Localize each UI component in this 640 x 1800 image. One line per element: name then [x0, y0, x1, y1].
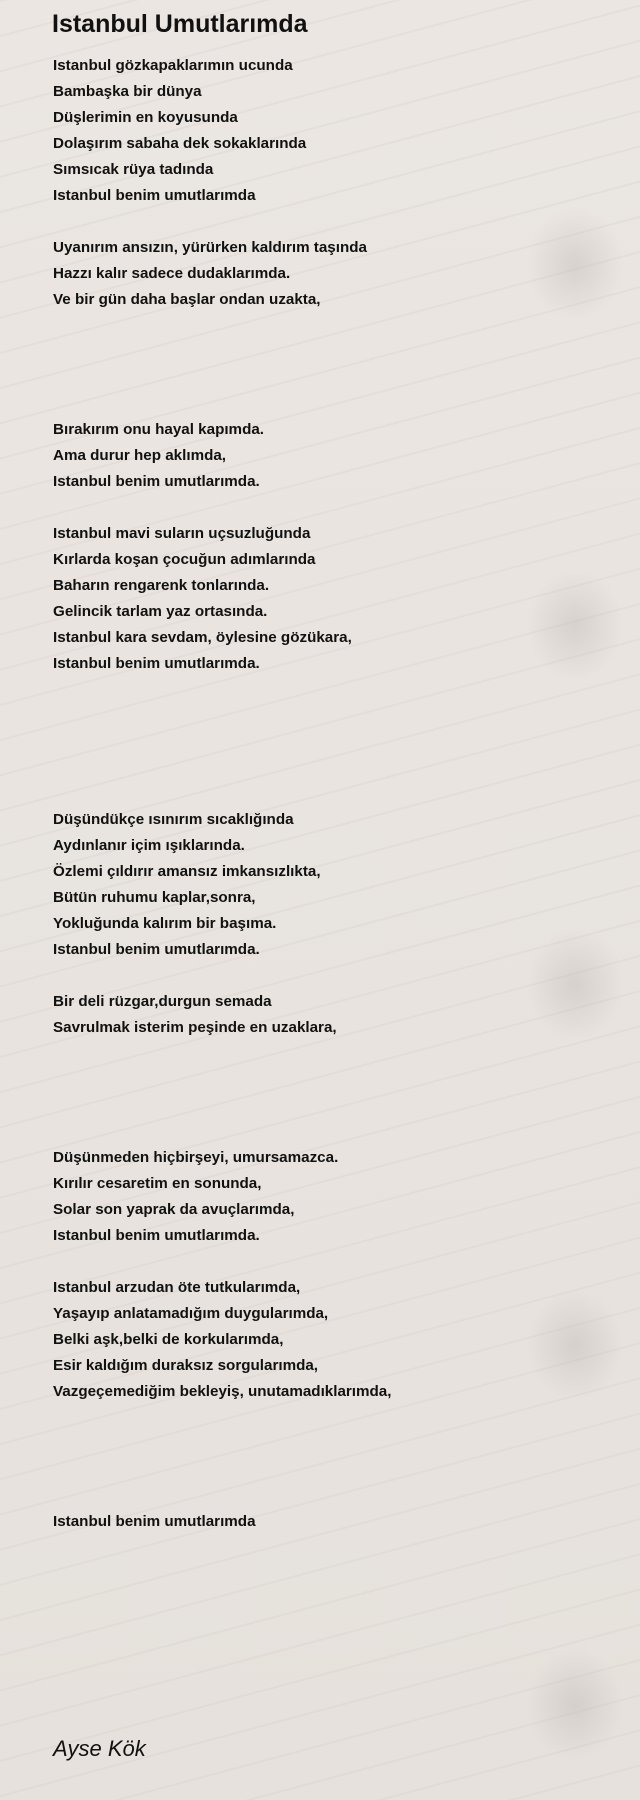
poem-line: Istanbul gözkapaklarımın ucunda [53, 57, 293, 74]
poem-line: Istanbul benim umutlarımda. [53, 473, 260, 490]
poem-line: Özlemi çıldırır amansız imkansızlıkta, [53, 863, 321, 880]
stanza-gap [53, 1431, 613, 1457]
poem-line: Solar son yaprak da avuçlarımda, [53, 1201, 295, 1218]
poem-line: Düşünmeden hiçbirşeyi, umursamazca. [53, 1149, 339, 1166]
poem-line: Ama durur hep aklımda, [53, 447, 227, 464]
poem-body [53, 53, 613, 1535]
stanza-gap [53, 755, 613, 781]
poem-line: Istanbul benim umutlarımda. [53, 941, 260, 958]
poem-line: Sımsıcak rüya tadında [53, 161, 214, 178]
poem-line: Yaşayıp anlatamadığım duygularımda, [53, 1305, 329, 1322]
poem-line: Hazzı kalır sadece dudaklarımda. [53, 265, 291, 282]
stanza-gap [53, 703, 613, 729]
stanza-gap [53, 391, 613, 417]
stanza-gap [53, 339, 613, 365]
poem-line: Uyanırım ansızın, yürürken kaldırım taşında [53, 239, 367, 256]
poem-line: Aydınlanır içim ışıklarında. [53, 837, 245, 854]
stanza-gap [53, 1483, 613, 1509]
poem-line: Baharın rengarenk tonlarında. [53, 577, 270, 594]
poem-line: Istanbul benim umutlarımda [53, 187, 256, 204]
stanza-gap [53, 313, 613, 339]
poem-line: Bambaşka bir dünya [53, 83, 202, 100]
poem-line: Istanbul arzudan öte tutkularımda, [53, 1279, 301, 1296]
stanza-gap [53, 495, 613, 521]
poem-line: Yokluğunda kalırım bir başıma. [53, 915, 277, 932]
poem-title: Istanbul Umutlarımda [52, 10, 308, 38]
stanza-gap [53, 1067, 613, 1093]
stanza-gap [53, 209, 613, 235]
stanza-gap [53, 1405, 613, 1431]
poem-line: Bırakırım onu hayal kapımda. [53, 421, 265, 438]
stanza-gap [53, 1093, 613, 1119]
poem-line: Düşlerimin en koyusunda [53, 109, 238, 126]
poem-line: Bütün ruhumu kaplar,sonra, [53, 889, 256, 906]
poem-line: Belki aşk,belki de korkularımda, [53, 1331, 284, 1348]
stanza-gap [53, 1041, 613, 1067]
poem-line: Bir deli rüzgar,durgun semada [53, 993, 272, 1010]
poem-line: Kırlarda koşan çocuğun adımlarında [53, 551, 316, 568]
stanza-gap [53, 729, 613, 755]
poem-line: Istanbul kara sevdam, öylesine gözükara, [53, 629, 352, 646]
poem-author: Ayse Kök [53, 1736, 146, 1761]
poem-line: Savrulmak isterim peşinde en uzaklara, [53, 1019, 337, 1036]
stanza-gap [53, 365, 613, 391]
poem-line: Gelincik tarlam yaz ortasında. [53, 603, 268, 620]
poem-line: Dolaşırım sabaha dek sokaklarında [53, 135, 307, 152]
stanza-gap [53, 1457, 613, 1483]
poem-line: Istanbul mavi suların uçsuzluğunda [53, 525, 311, 542]
stanza-gap [53, 781, 613, 807]
stanza-gap [53, 963, 613, 989]
poem-line: Kırılır cesaretim en sonunda, [53, 1175, 262, 1192]
stanza-gap [53, 1119, 613, 1145]
poem-line: Düşündükçe ısınırım sıcaklığında [53, 811, 294, 828]
poem-line: Istanbul benim umutlarımda [53, 1513, 256, 1530]
poem-line: Istanbul benim umutlarımda. [53, 1227, 260, 1244]
stanza-gap [53, 677, 613, 703]
poem-line: Istanbul benim umutlarımda. [53, 655, 260, 672]
poem-line: Esir kaldığım duraksız sorgularımda, [53, 1357, 319, 1374]
poem-line: Ve bir gün daha başlar ondan uzakta, [53, 291, 321, 308]
stanza-gap [53, 1249, 613, 1275]
poem-line: Vazgeçemediğim bekleyiş, unutamadıklarımda, [53, 1383, 392, 1400]
